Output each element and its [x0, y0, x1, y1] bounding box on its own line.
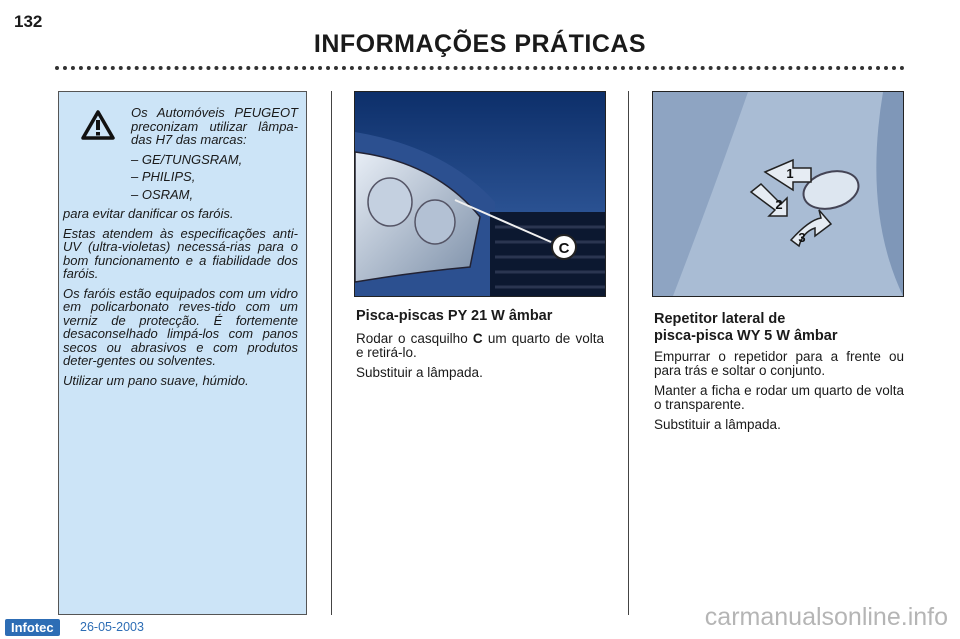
brand-item: – GE/TUNGSRAM, [131, 151, 243, 167]
section-heading: Repetitor lateral de pisca-pisca WY 5 W âmbar [654, 311, 838, 344]
headlight-photo [354, 91, 606, 297]
instruction-paragraph: Substituir a lâmpada. [356, 365, 483, 380]
column-divider [331, 91, 332, 615]
callout-label-1: 1 [786, 166, 794, 181]
instruction-paragraph: Rodar o casquilho C um quarto de volta e retirá-lo. [356, 331, 604, 360]
section-body [356, 332, 604, 386]
column-divider [628, 91, 629, 615]
warning-paragraph: para evitar danificar os faróis. [63, 206, 234, 221]
brand-item: – OSRAM, [131, 186, 194, 202]
page-number: 132 [14, 12, 43, 31]
warning-paragraph: Estas atendem às especificações anti-UV (ultra-violetas) necessá-rias para o bom funcionamento e a fiabilidade dos faróis. [63, 225, 298, 281]
section-heading: Pisca-piscas PY 21 W âmbar [356, 308, 553, 324]
warning-box [58, 91, 307, 615]
footer-date: 26-05-2003 [80, 620, 144, 634]
warning-paragraph: Os faróis estão equipados com um vidro em policarbonato reves-tido com um verniz de protecção. É fortemente desaconselhado limpá-los com panos secos ou abrasivos e com produtos deter-gentes ou solventes. [63, 285, 298, 368]
section-body [654, 350, 904, 438]
callout-label-2: 2 [775, 197, 783, 212]
instruction-paragraph: Manter a ficha e rodar um quarto de volta o transparente. [654, 383, 904, 412]
title-dotted-rule [55, 66, 905, 70]
page-title: INFORMAÇÕES PRÁTICAS [313, 30, 647, 58]
instruction-paragraph: Substituir a lâmpada. [654, 417, 781, 432]
callout-label-c: C [558, 240, 570, 257]
watermark: carmanualsonline.info [704, 603, 948, 631]
brand-list [131, 153, 298, 202]
callout-label-3: 3 [798, 230, 806, 245]
instruction-paragraph: Empurrar o repetidor para a frente ou para trás e soltar o conjunto. [654, 349, 904, 378]
warning-triangle-icon [81, 110, 115, 140]
side-repeater-photo [652, 91, 904, 297]
warning-intro: Os Automóveis PEUGEOT preconizam utilizar lâmpa-das H7 das marcas: [131, 105, 298, 147]
warning-paragraph: Utilizar um pano suave, húmido. [63, 372, 249, 388]
brand-item: – PHILIPS, [131, 169, 196, 184]
infotec-logo: Infotec [5, 619, 60, 636]
